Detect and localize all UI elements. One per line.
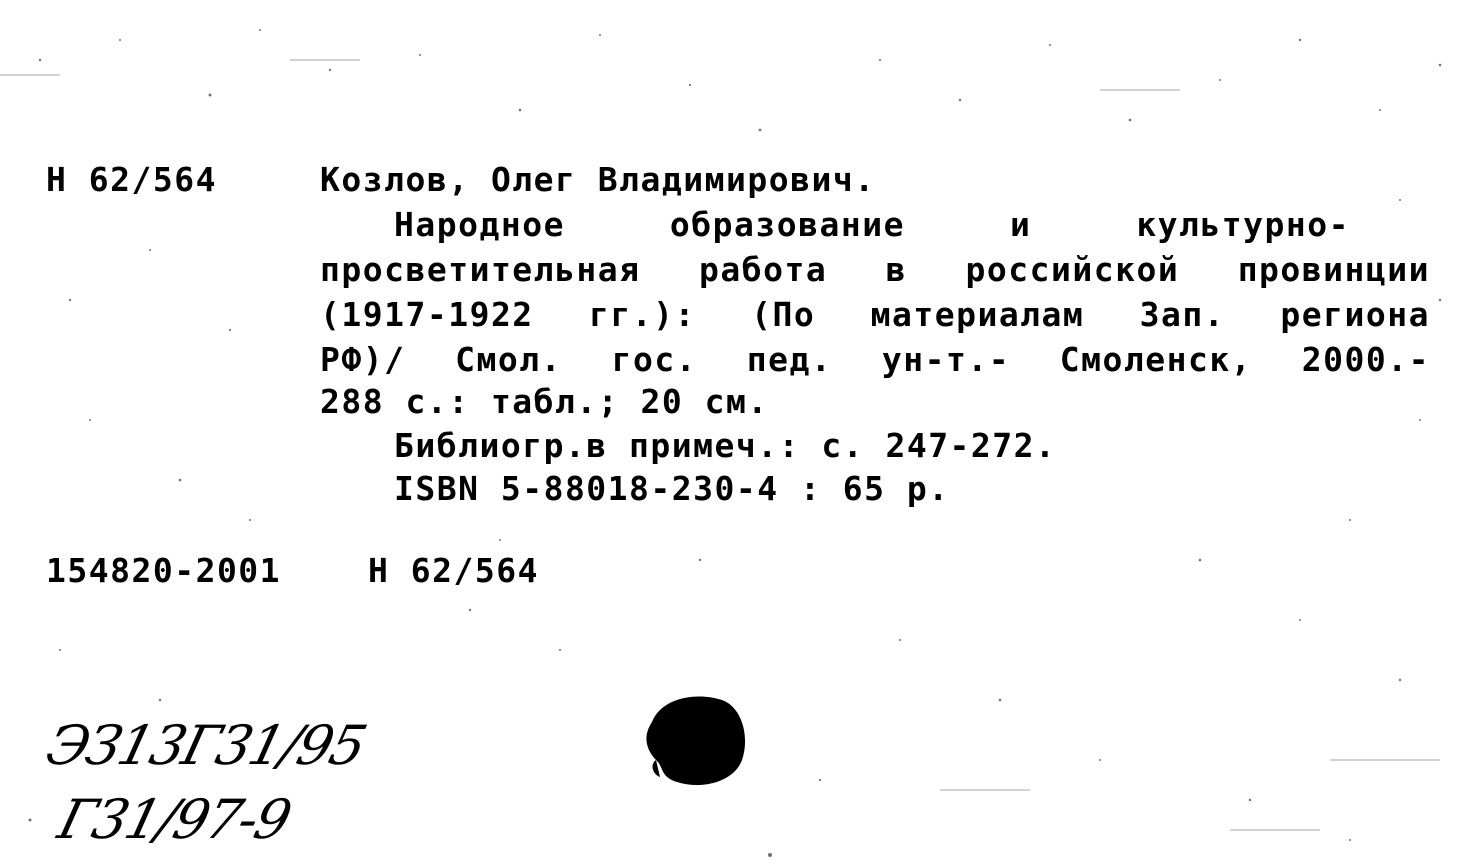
accession-shelfmark: Н 62/564	[368, 551, 539, 590]
title-line-5: 288 с.: табл.; 20 см.	[320, 382, 769, 421]
bibliography-note: Библиогр.в примеч.: с. 247-272.	[394, 426, 1057, 465]
handwritten-line-2: Г31/97-9	[52, 788, 296, 851]
accession-number: 154820-2001	[46, 551, 282, 590]
punch-hole	[642, 692, 748, 788]
title-line-2: просветительная работа в российской провинции	[320, 250, 1430, 289]
title-line-4: РФ)/ Смол. гос. пед. ун-т.- Смоленск, 2000.-	[320, 340, 1430, 379]
handwritten-line-1: ЭЗ13Г31/95	[40, 714, 372, 777]
author-heading: Козлов, Олег Владимирович.	[320, 160, 876, 199]
title-line-1: Народное образование и культурно-	[394, 205, 1350, 244]
shelfmark: Н 62/564	[46, 160, 217, 199]
isbn-note: ISBN 5-88018-230-4 : 65 р.	[394, 469, 950, 508]
title-line-3: (1917-1922 гг.): (По материалам Зап. региона	[320, 295, 1430, 334]
